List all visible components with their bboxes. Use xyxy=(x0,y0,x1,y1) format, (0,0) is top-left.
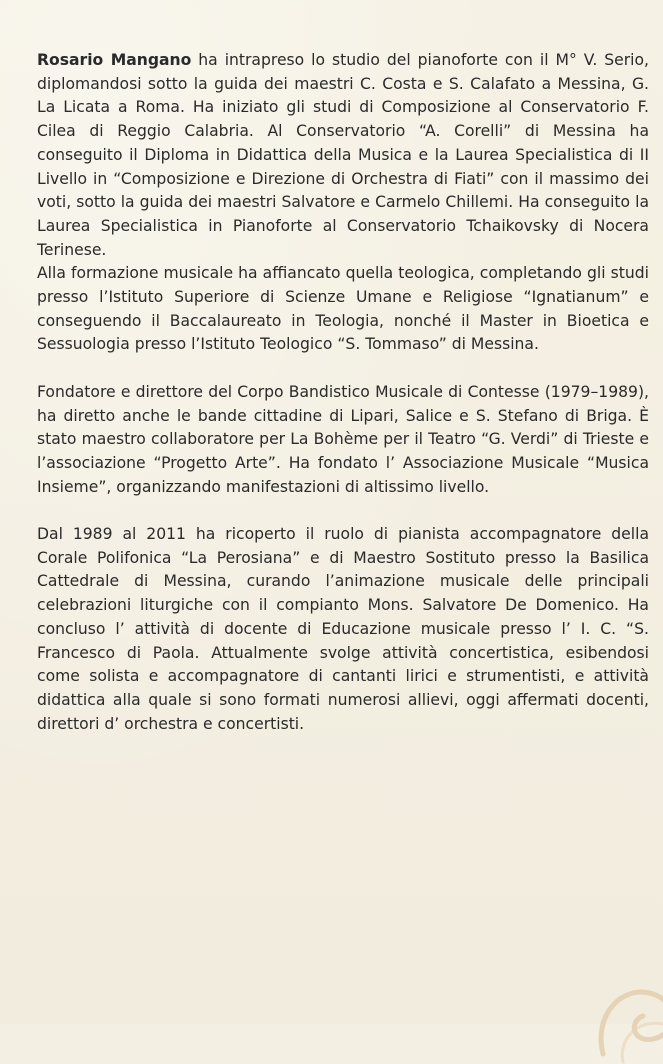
author-name: Rosario Mangano xyxy=(37,51,192,69)
biography-text xyxy=(37,49,649,736)
paragraph-spacer xyxy=(37,499,649,523)
paragraph-spacer xyxy=(37,357,649,381)
paragraph-1 xyxy=(37,49,649,262)
paragraph-1-text: ha intrapreso lo studio del pianoforte con il M° V. Serio, diplomandosi sotto la guida dei maestri C. Costa e S. Calafato a Messina, G. La Licata a Roma. Ha iniziato gli studi di Composizione al Conservatorio F. Cilea di Reggio Calabria. Al Conservatorio “A. Corelli” di Messina ha conseguito il Diploma in Didattica della Musica e la Laurea Specialistica di II Livello in “Composizione e Direzione di Orchestra di Fiati” con il massimo dei voti, sotto la guida dei maestri Salvatore e Carmelo Chillemi. Ha conseguito la Laurea Specialistica in Pianoforte al Conservatorio Tchaikovsky di Nocera Terinese. xyxy=(37,51,649,259)
music-clef-swirl-icon xyxy=(583,944,663,1064)
paragraph-4: Dal 1989 al 2011 ha ricoperto il ruolo di pianista accompagnatore della Corale Polifonica “La Perosiana” e di Maestro Sostituto presso la Basilica Cattedrale di Messina, curando l’animazione musicale delle principali celebrazioni liturgiche con il compianto Mons. Salvatore De Domenico. Ha concluso l’ attività di docente di Educazione musicale presso l’ I. C. “S. Francesco di Paola. Attualmente svolge attività concertistica, esibendosi come solista e accompagnatore di cantanti lirici e strumentisti, e attività didattica alla quale si sono formati numerosi allievi, oggi affermati docenti, direttori d’ orchestra e concertisti. xyxy=(37,525,649,733)
paragraph-2: Alla formazione musicale ha affiancato quella teologica, completando gli studi presso l’Istituto Superiore di Scienze Umane e Religiose “Ignatianum” e conseguendo il Baccalaureato in Teologia, nonché il Master in Bioetica e Sessuologia presso l’Istituto Teologico “S. Tommaso” di Messina. xyxy=(37,264,649,354)
paragraph-3: Fondatore e direttore del Corpo Bandistico Musicale di Contesse (1979–1989), ha diretto anche le bande cittadine di Lipari, Salice e S. Stefano di Briga. È stato maestro collaboratore per La Bohème per il Teatro “G. Verdi” di Trieste e l’associazione “Progetto Arte”. Ha fondato l’ Associazione Musicale “Musica Insieme”, organizzando manifestazioni di altissimo livello. xyxy=(37,382,649,496)
